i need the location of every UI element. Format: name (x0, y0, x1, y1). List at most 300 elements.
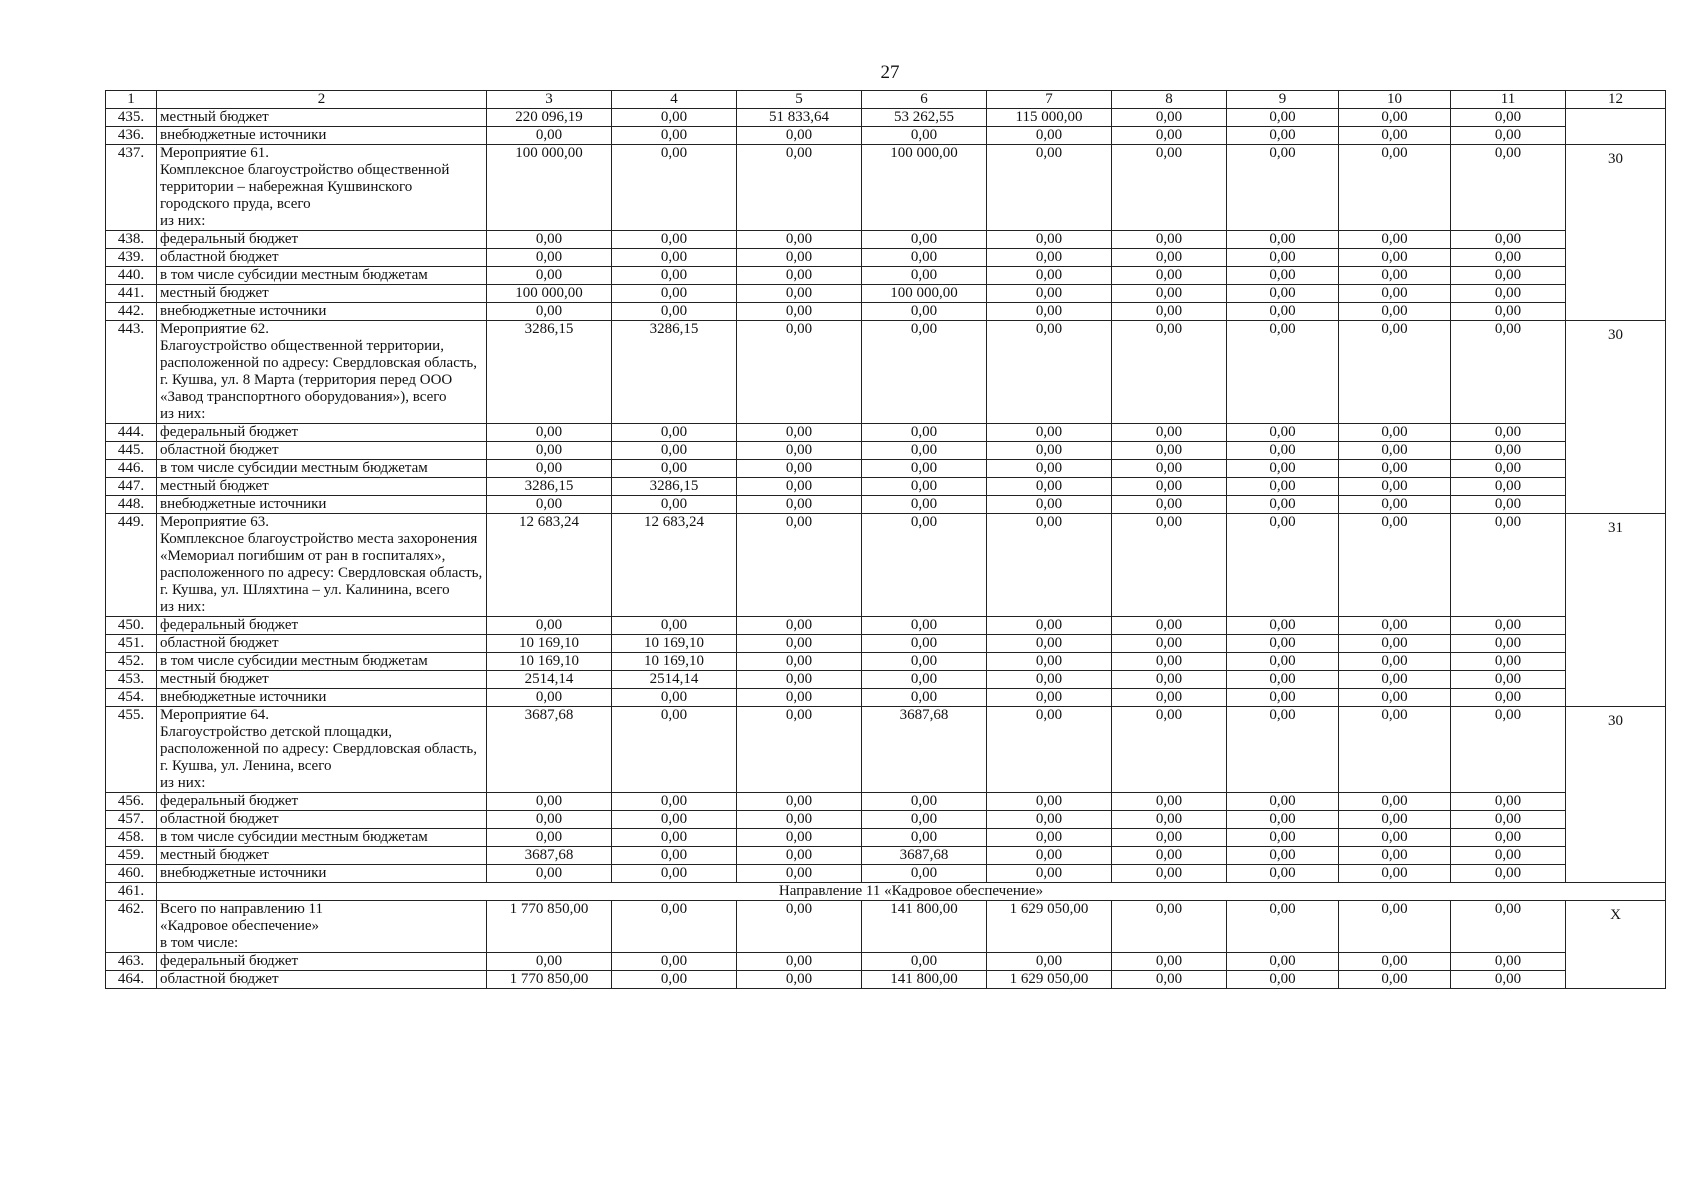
amount-cell: 141 800,00 (862, 971, 987, 989)
amount-cell: 0,00 (737, 953, 862, 971)
column-header: 3 (487, 91, 612, 109)
amount-cell: 0,00 (737, 865, 862, 883)
amount-cell: 0,00 (1112, 303, 1227, 321)
amount-cell: 10 169,10 (612, 653, 737, 671)
amount-cell: 0,00 (1112, 671, 1227, 689)
amount-cell: 0,00 (987, 478, 1112, 496)
amount-cell: 0,00 (1339, 617, 1451, 635)
amount-cell: 0,00 (987, 145, 1112, 231)
amount-cell: 0,00 (1112, 145, 1227, 231)
amount-cell: 0,00 (1451, 514, 1566, 617)
row-number: 454. (106, 689, 157, 707)
amount-cell: 0,00 (1112, 811, 1227, 829)
table-row (106, 267, 1666, 285)
amount-cell: 0,00 (987, 424, 1112, 442)
amount-cell: 3687,68 (862, 707, 987, 793)
column-header: 6 (862, 91, 987, 109)
amount-cell: 0,00 (612, 793, 737, 811)
amount-cell: 0,00 (987, 231, 1112, 249)
amount-cell: 0,00 (612, 617, 737, 635)
amount-cell: 0,00 (487, 811, 612, 829)
amount-cell: 0,00 (612, 424, 737, 442)
amount-cell: 0,00 (1112, 635, 1227, 653)
table-row (106, 249, 1666, 267)
amount-cell: 0,00 (1227, 847, 1339, 865)
amount-cell: 0,00 (1112, 285, 1227, 303)
page-number: 27 (880, 62, 900, 83)
amount-cell: 3286,15 (487, 478, 612, 496)
row-number: 451. (106, 635, 157, 653)
amount-cell: 0,00 (612, 442, 737, 460)
amount-cell: 0,00 (737, 793, 862, 811)
amount-cell: 0,00 (487, 267, 612, 285)
amount-cell: 0,00 (987, 811, 1112, 829)
amount-cell: 0,00 (737, 653, 862, 671)
amount-cell: 3286,15 (612, 478, 737, 496)
amount-cell: 0,00 (1112, 109, 1227, 127)
row-name: внебюджетные источники (157, 689, 487, 707)
column-header: 10 (1339, 91, 1451, 109)
column-12-value: 30 (1566, 707, 1666, 883)
amount-cell: 0,00 (1227, 496, 1339, 514)
amount-cell: 0,00 (862, 303, 987, 321)
amount-cell: 0,00 (987, 635, 1112, 653)
amount-cell: 3687,68 (862, 847, 987, 865)
amount-cell: 0,00 (1451, 847, 1566, 865)
amount-cell: 0,00 (1451, 496, 1566, 514)
row-number: 452. (106, 653, 157, 671)
amount-cell: 51 833,64 (737, 109, 862, 127)
amount-cell: 0,00 (987, 285, 1112, 303)
amount-cell: 0,00 (1227, 478, 1339, 496)
row-number: 444. (106, 424, 157, 442)
amount-cell: 0,00 (487, 829, 612, 847)
amount-cell: 0,00 (1339, 847, 1451, 865)
amount-cell: 0,00 (737, 901, 862, 953)
amount-cell: 0,00 (1339, 514, 1451, 617)
amount-cell: 0,00 (1339, 249, 1451, 267)
row-name: местный бюджет (157, 285, 487, 303)
row-number: 436. (106, 127, 157, 145)
amount-cell: 0,00 (862, 635, 987, 653)
amount-cell: 0,00 (1451, 865, 1566, 883)
amount-cell: 0,00 (1451, 460, 1566, 478)
amount-cell: 0,00 (1227, 971, 1339, 989)
table-row (106, 303, 1666, 321)
amount-cell: 0,00 (862, 478, 987, 496)
amount-cell: 0,00 (1451, 617, 1566, 635)
row-number: 441. (106, 285, 157, 303)
amount-cell: 0,00 (987, 496, 1112, 514)
amount-cell: 0,00 (1227, 442, 1339, 460)
amount-cell: 0,00 (1112, 901, 1227, 953)
column-header: 7 (987, 91, 1112, 109)
amount-cell: 0,00 (987, 617, 1112, 635)
amount-cell: 0,00 (862, 671, 987, 689)
amount-cell: 0,00 (862, 460, 987, 478)
amount-cell: 0,00 (737, 671, 862, 689)
amount-cell: 0,00 (1339, 267, 1451, 285)
row-name: областной бюджет (157, 635, 487, 653)
amount-cell: 0,00 (1227, 460, 1339, 478)
row-name: федеральный бюджет (157, 953, 487, 971)
amount-cell: 0,00 (612, 971, 737, 989)
amount-cell: 0,00 (1112, 971, 1227, 989)
amount-cell: 0,00 (1227, 145, 1339, 231)
row-name: Мероприятие 61. Комплексное благоустройство общественной территории – набережная Кушвинского городского пруда, всего из них: (157, 145, 487, 231)
amount-cell: 100 000,00 (487, 285, 612, 303)
amount-cell: 0,00 (1112, 231, 1227, 249)
amount-cell: 0,00 (987, 953, 1112, 971)
amount-cell: 0,00 (1339, 321, 1451, 424)
amount-cell: 0,00 (612, 145, 737, 231)
table-row (106, 321, 1666, 424)
row-number: 442. (106, 303, 157, 321)
amount-cell: 0,00 (737, 847, 862, 865)
row-name: федеральный бюджет (157, 231, 487, 249)
amount-cell: 0,00 (737, 829, 862, 847)
amount-cell: 0,00 (987, 671, 1112, 689)
amount-cell: 0,00 (1227, 671, 1339, 689)
amount-cell: 0,00 (1339, 865, 1451, 883)
row-name: в том числе субсидии местным бюджетам (157, 460, 487, 478)
amount-cell: 0,00 (1451, 689, 1566, 707)
row-name: местный бюджет (157, 671, 487, 689)
amount-cell: 0,00 (487, 793, 612, 811)
column-header: 12 (1566, 91, 1666, 109)
amount-cell: 0,00 (1227, 109, 1339, 127)
amount-cell: 0,00 (1451, 442, 1566, 460)
amount-cell: 0,00 (612, 249, 737, 267)
row-name: федеральный бюджет (157, 617, 487, 635)
amount-cell: 0,00 (1339, 127, 1451, 145)
amount-cell: 0,00 (987, 442, 1112, 460)
column-12-value: 31 (1566, 514, 1666, 707)
amount-cell: 0,00 (1451, 303, 1566, 321)
amount-cell: 0,00 (862, 793, 987, 811)
table-row (106, 953, 1666, 971)
amount-cell: 0,00 (612, 460, 737, 478)
table-row (106, 811, 1666, 829)
amount-cell: 3286,15 (487, 321, 612, 424)
table-row (106, 145, 1666, 231)
amount-cell: 0,00 (487, 303, 612, 321)
column-header: 11 (1451, 91, 1566, 109)
row-name: Мероприятие 64. Благоустройство детской площадки, расположенной по адресу: Свердловская область, г. Кушва, ул. Ленина, всего из них: (157, 707, 487, 793)
row-number: 448. (106, 496, 157, 514)
amount-cell: 0,00 (1227, 424, 1339, 442)
amount-cell: 141 800,00 (862, 901, 987, 953)
amount-cell: 100 000,00 (487, 145, 612, 231)
amount-cell: 0,00 (1339, 635, 1451, 653)
amount-cell: 0,00 (612, 953, 737, 971)
table-row (106, 127, 1666, 145)
amount-cell: 0,00 (487, 496, 612, 514)
amount-cell: 0,00 (737, 442, 862, 460)
row-name: областной бюджет (157, 811, 487, 829)
table-row (106, 478, 1666, 496)
table-row (106, 285, 1666, 303)
amount-cell: 0,00 (1112, 442, 1227, 460)
amount-cell: 0,00 (1339, 707, 1451, 793)
amount-cell: 0,00 (987, 460, 1112, 478)
amount-cell: 10 169,10 (612, 635, 737, 653)
amount-cell: 0,00 (862, 689, 987, 707)
amount-cell: 0,00 (1339, 460, 1451, 478)
amount-cell: 115 000,00 (987, 109, 1112, 127)
amount-cell: 0,00 (737, 303, 862, 321)
table-row (106, 847, 1666, 865)
amount-cell: 0,00 (1339, 145, 1451, 231)
column-12-value: 30 (1566, 321, 1666, 514)
amount-cell: 0,00 (862, 424, 987, 442)
row-name: внебюджетные источники (157, 127, 487, 145)
amount-cell: 0,00 (1227, 689, 1339, 707)
row-name: областной бюджет (157, 442, 487, 460)
amount-cell: 0,00 (1451, 145, 1566, 231)
amount-cell: 0,00 (737, 496, 862, 514)
row-name: областной бюджет (157, 249, 487, 267)
row-name: Всего по направлению 11 «Кадровое обеспечение» в том числе: (157, 901, 487, 953)
amount-cell: 0,00 (1451, 901, 1566, 953)
amount-cell: 0,00 (862, 829, 987, 847)
row-number: 457. (106, 811, 157, 829)
amount-cell: 0,00 (1339, 689, 1451, 707)
amount-cell: 0,00 (612, 109, 737, 127)
amount-cell: 0,00 (1112, 865, 1227, 883)
amount-cell: 0,00 (737, 285, 862, 303)
amount-cell: 0,00 (612, 829, 737, 847)
amount-cell: 0,00 (737, 478, 862, 496)
amount-cell: 0,00 (487, 689, 612, 707)
amount-cell: 0,00 (1451, 971, 1566, 989)
amount-cell: 100 000,00 (862, 145, 987, 231)
amount-cell: 100 000,00 (862, 285, 987, 303)
amount-cell: 0,00 (737, 249, 862, 267)
amount-cell: 0,00 (1112, 478, 1227, 496)
amount-cell: 0,00 (1451, 109, 1566, 127)
amount-cell: 0,00 (1112, 847, 1227, 865)
amount-cell: 0,00 (862, 514, 987, 617)
amount-cell: 0,00 (1451, 829, 1566, 847)
amount-cell: 0,00 (1112, 617, 1227, 635)
row-number: 450. (106, 617, 157, 635)
column-header: 5 (737, 91, 862, 109)
table-row (106, 109, 1666, 127)
amount-cell: 0,00 (987, 249, 1112, 267)
column-header: 8 (1112, 91, 1227, 109)
amount-cell: 0,00 (487, 231, 612, 249)
row-name: местный бюджет (157, 109, 487, 127)
amount-cell: 0,00 (987, 847, 1112, 865)
amount-cell: 1 770 850,00 (487, 901, 612, 953)
amount-cell: 0,00 (1339, 442, 1451, 460)
amount-cell: 0,00 (1112, 496, 1227, 514)
amount-cell: 0,00 (862, 617, 987, 635)
amount-cell: 0,00 (612, 689, 737, 707)
amount-cell: 0,00 (862, 865, 987, 883)
amount-cell: 0,00 (612, 303, 737, 321)
column-header: 1 (106, 91, 157, 109)
amount-cell: 0,00 (487, 127, 612, 145)
amount-cell: 0,00 (862, 231, 987, 249)
table-row (106, 671, 1666, 689)
amount-cell: 1 770 850,00 (487, 971, 612, 989)
column-header: 9 (1227, 91, 1339, 109)
amount-cell: 0,00 (737, 267, 862, 285)
amount-cell: 0,00 (612, 285, 737, 303)
amount-cell: 0,00 (737, 145, 862, 231)
amount-cell: 0,00 (1112, 829, 1227, 847)
amount-cell: 3286,15 (612, 321, 737, 424)
table-row (106, 653, 1666, 671)
amount-cell: 0,00 (1339, 971, 1451, 989)
row-name: областной бюджет (157, 971, 487, 989)
amount-cell: 0,00 (987, 689, 1112, 707)
row-number: 462. (106, 901, 157, 953)
amount-cell: 0,00 (1339, 478, 1451, 496)
amount-cell: 0,00 (862, 811, 987, 829)
amount-cell: 0,00 (737, 707, 862, 793)
amount-cell: 0,00 (1227, 635, 1339, 653)
amount-cell: 0,00 (1451, 671, 1566, 689)
row-name: местный бюджет (157, 847, 487, 865)
amount-cell: 0,00 (612, 865, 737, 883)
amount-cell: 0,00 (1339, 811, 1451, 829)
amount-cell: 0,00 (737, 231, 862, 249)
amount-cell: 0,00 (987, 303, 1112, 321)
amount-cell: 0,00 (1227, 267, 1339, 285)
amount-cell: 0,00 (987, 127, 1112, 145)
table-row (106, 793, 1666, 811)
amount-cell: 0,00 (1112, 689, 1227, 707)
row-number: 460. (106, 865, 157, 883)
amount-cell: 0,00 (987, 829, 1112, 847)
amount-cell: 0,00 (862, 321, 987, 424)
amount-cell: 0,00 (987, 267, 1112, 285)
amount-cell: 0,00 (1451, 635, 1566, 653)
amount-cell: 0,00 (737, 127, 862, 145)
amount-cell: 0,00 (1451, 285, 1566, 303)
amount-cell: 0,00 (1227, 953, 1339, 971)
amount-cell: 0,00 (487, 249, 612, 267)
amount-cell: 10 169,10 (487, 653, 612, 671)
amount-cell: 0,00 (737, 971, 862, 989)
table-body (106, 91, 1666, 989)
row-name: Мероприятие 62. Благоустройство общественной территории, расположенной по адресу: Свердловская область, г. Кушва, ул. 8 Марта (территория перед ООО «Завод транспортного оборудования»), всего из них: (157, 321, 487, 424)
amount-cell: 0,00 (862, 953, 987, 971)
amount-cell: 0,00 (1227, 865, 1339, 883)
amount-cell: 0,00 (1112, 514, 1227, 617)
table-row (106, 971, 1666, 989)
row-number: 449. (106, 514, 157, 617)
table-row (106, 442, 1666, 460)
amount-cell: 0,00 (862, 249, 987, 267)
amount-cell: 0,00 (737, 635, 862, 653)
amount-cell: 0,00 (612, 847, 737, 865)
amount-cell: 53 262,55 (862, 109, 987, 127)
row-name: в том числе субсидии местным бюджетам (157, 829, 487, 847)
amount-cell: 2514,14 (487, 671, 612, 689)
amount-cell: 0,00 (1339, 793, 1451, 811)
budget-table (105, 90, 1666, 989)
section-title: Направление 11 «Кадровое обеспечение» (157, 883, 1666, 901)
row-number: 463. (106, 953, 157, 971)
amount-cell: 0,00 (1339, 901, 1451, 953)
row-number: 453. (106, 671, 157, 689)
row-number: 461. (106, 883, 157, 901)
row-name: внебюджетные источники (157, 303, 487, 321)
amount-cell: 1 629 050,00 (987, 971, 1112, 989)
amount-cell: 0,00 (987, 514, 1112, 617)
amount-cell: 0,00 (1227, 793, 1339, 811)
column-12-value: Х (1566, 901, 1666, 989)
amount-cell: 0,00 (987, 793, 1112, 811)
row-name: в том числе субсидии местным бюджетам (157, 267, 487, 285)
amount-cell: 0,00 (1451, 321, 1566, 424)
amount-cell: 0,00 (862, 127, 987, 145)
row-number: 435. (106, 109, 157, 127)
table-row (106, 496, 1666, 514)
amount-cell: 0,00 (1112, 249, 1227, 267)
amount-cell: 0,00 (1227, 321, 1339, 424)
amount-cell: 0,00 (862, 267, 987, 285)
amount-cell: 0,00 (987, 707, 1112, 793)
amount-cell: 0,00 (487, 442, 612, 460)
amount-cell: 0,00 (1451, 231, 1566, 249)
row-name: внебюджетные источники (157, 865, 487, 883)
amount-cell: 0,00 (1451, 811, 1566, 829)
amount-cell: 0,00 (1451, 707, 1566, 793)
amount-cell: 0,00 (862, 653, 987, 671)
table-row (106, 707, 1666, 793)
row-number: 455. (106, 707, 157, 793)
amount-cell: 0,00 (612, 901, 737, 953)
table-row (106, 460, 1666, 478)
amount-cell: 0,00 (1339, 109, 1451, 127)
amount-cell: 0,00 (1227, 901, 1339, 953)
amount-cell: 0,00 (862, 442, 987, 460)
amount-cell: 0,00 (1112, 460, 1227, 478)
amount-cell: 0,00 (737, 689, 862, 707)
amount-cell: 0,00 (1227, 707, 1339, 793)
amount-cell: 0,00 (1227, 285, 1339, 303)
row-number: 459. (106, 847, 157, 865)
amount-cell: 0,00 (737, 514, 862, 617)
amount-cell: 0,00 (1227, 653, 1339, 671)
amount-cell: 0,00 (1339, 231, 1451, 249)
amount-cell: 0,00 (487, 460, 612, 478)
row-number: 438. (106, 231, 157, 249)
amount-cell: 0,00 (1339, 424, 1451, 442)
row-number: 437. (106, 145, 157, 231)
amount-cell: 0,00 (1339, 671, 1451, 689)
amount-cell: 2514,14 (612, 671, 737, 689)
row-number: 445. (106, 442, 157, 460)
amount-cell: 0,00 (1112, 321, 1227, 424)
amount-cell: 0,00 (612, 811, 737, 829)
table-row (106, 829, 1666, 847)
row-name: в том числе субсидии местным бюджетам (157, 653, 487, 671)
amount-cell: 0,00 (1451, 478, 1566, 496)
amount-cell: 0,00 (1451, 424, 1566, 442)
amount-cell: 0,00 (737, 811, 862, 829)
amount-cell: 1 629 050,00 (987, 901, 1112, 953)
row-number: 447. (106, 478, 157, 496)
table-row (106, 231, 1666, 249)
row-number: 464. (106, 971, 157, 989)
row-number: 456. (106, 793, 157, 811)
